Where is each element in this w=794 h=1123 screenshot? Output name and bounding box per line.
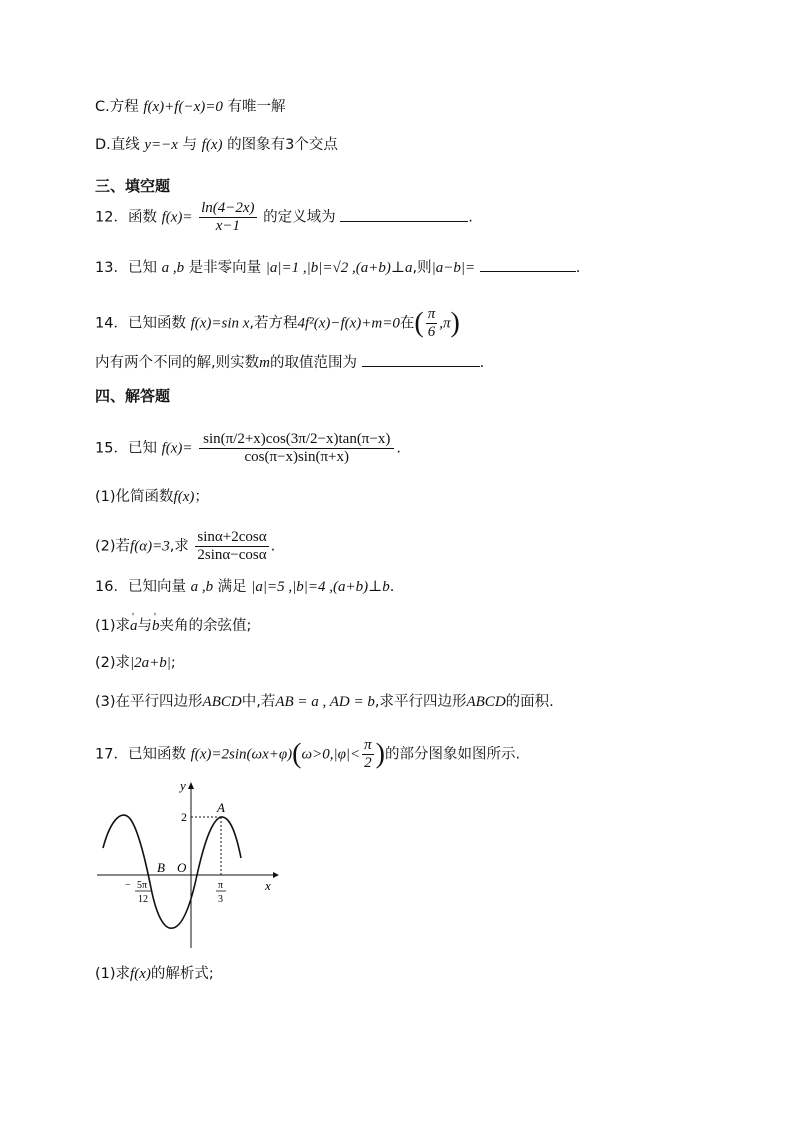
question-15: 15．已知 f(x)= $\frac{\sin(\pi/2+x)\cos(3\pi/2-x)\tan(\pi-x)}{\cos(\pi-x)\sin(\pi+x)}$ . bbox=[95, 431, 401, 465]
question-15-part-2: (2)若f(α)=3,求 $\frac{\sin\alpha+2\cos\alpha}{2\sin\alpha-\cos\alpha}$ . bbox=[95, 529, 276, 563]
x-tick-right-num: π bbox=[218, 880, 224, 891]
y-tick-2: 2 bbox=[181, 810, 187, 824]
y-axis-arrow bbox=[188, 782, 194, 789]
question-14-line-2: 内有两个不同的解,则实数m的取值范围为 . bbox=[95, 352, 484, 373]
question-17: 17．已知函数 f(x)=2sin(ωx+φ)(ω>0,|φ|< $\frac{\pi}{2}$ )的部分图象如图所示. bbox=[95, 737, 521, 771]
section-heading-answer: 四、解答题 bbox=[95, 387, 171, 405]
question-16-part-2: (2)求|2a+b|; bbox=[95, 655, 176, 671]
question-16-part-1: (1)求' a与' b夹角的余弦值; bbox=[95, 616, 251, 636]
answer-blank bbox=[362, 352, 480, 367]
answer-blank bbox=[340, 207, 468, 222]
point-b-label: B bbox=[157, 860, 165, 875]
q12-fraction: $\frac{\ln(4-2x)}{x-1}$ bbox=[201, 200, 255, 234]
x-tick-left-den: 12 bbox=[138, 894, 148, 905]
sine-curve bbox=[103, 815, 241, 928]
x-tick-left-num: 5π bbox=[137, 880, 148, 891]
question-16-part-3: (3)在平行四边形ABCD中,若AB = a , AD = b,求平行四边形ABCD的面积. bbox=[95, 694, 554, 710]
x-axis-arrow bbox=[273, 872, 279, 878]
question-13: 13．已知 a ,b 是非零向量 |a|=1 ,|b|=√2 ,(a+b)⊥a,则|a−b|= . bbox=[95, 257, 580, 278]
question-12: 12．函数 f(x)= $\frac{\ln(4-2x)}{x-1}$ 的定义域为 . bbox=[95, 200, 473, 234]
origin-label: O bbox=[177, 860, 187, 875]
x-tick-left-sign: − bbox=[125, 880, 131, 891]
y-axis-label: y bbox=[180, 778, 186, 793]
x-axis-label: x bbox=[265, 878, 271, 893]
q15-fraction: $\frac{\sin(\pi/2+x)\cos(3\pi/2-x)\tan(\pi-x)}{\cos(\pi-x)\sin(\pi+x)}$ bbox=[199, 431, 394, 466]
x-tick-right-den: 3 bbox=[218, 894, 223, 905]
question-17-part-1: (1)求f(x)的解析式; bbox=[95, 966, 214, 982]
question-15-part-1: (1)化简函数f(x)； bbox=[95, 489, 209, 505]
option-c: C.方程 f(x)+f(−x)=0 有唯一解 bbox=[95, 99, 286, 115]
sine-graph bbox=[95, 778, 280, 950]
answer-blank bbox=[480, 257, 576, 272]
point-a-label: A bbox=[217, 800, 225, 815]
question-16: 16．已知向量 a ,b 满足 |a|=5 ,|b|=4 ,(a+b)⊥b. bbox=[95, 579, 395, 595]
question-14: 14．已知函数 f(x)=sin x,若方程4f²(x)−f(x)+m=0在( $\frac{\pi}{6}$ ,π) bbox=[95, 306, 460, 340]
section-heading-fill-in: 三、填空题 bbox=[95, 177, 171, 195]
option-d: D.直线 y=−x 与 f(x) 的图象有3个交点 bbox=[95, 137, 338, 153]
